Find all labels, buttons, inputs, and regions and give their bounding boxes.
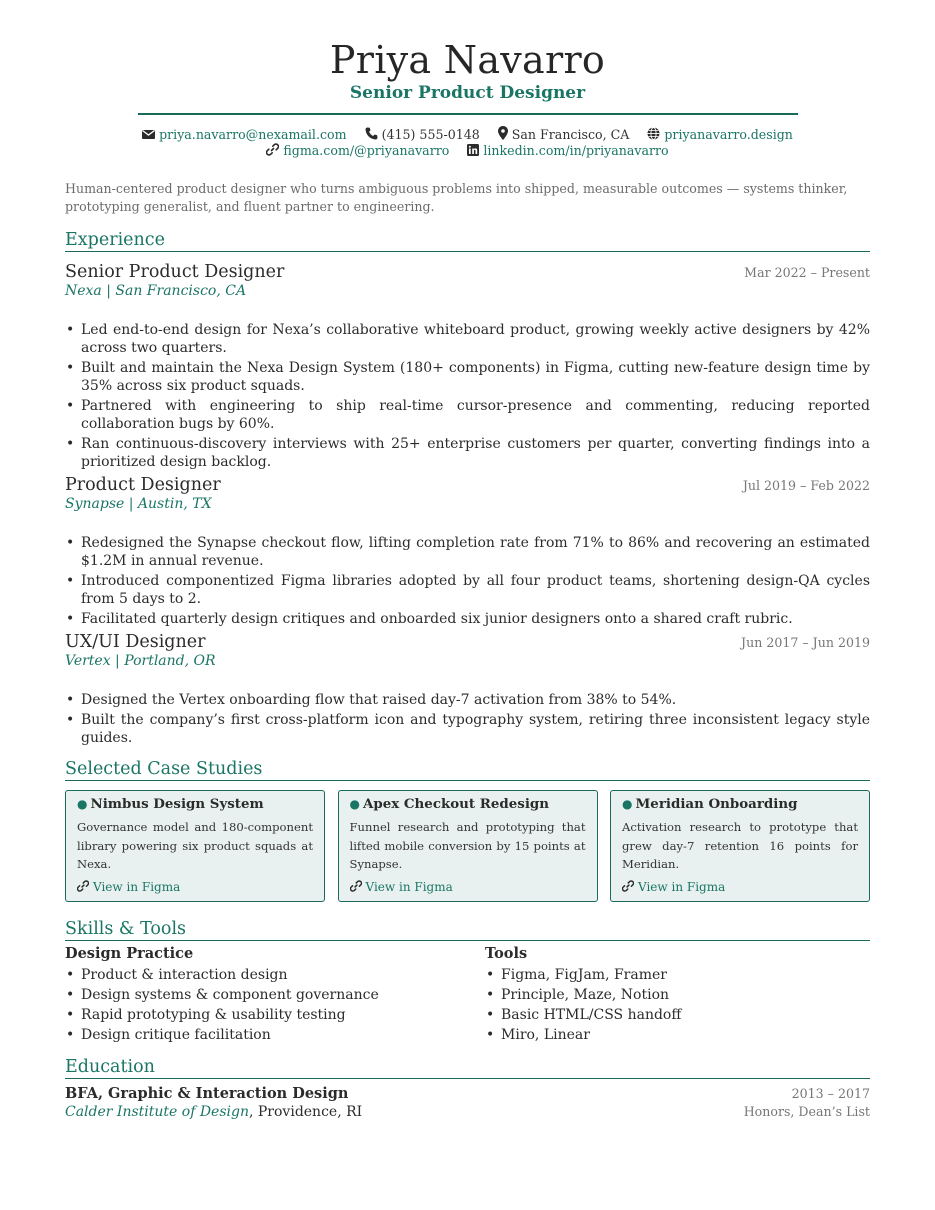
case-study-link-label[interactable]: View in Figma: [93, 879, 181, 894]
contact-location: [498, 127, 634, 142]
candidate-title: Senior Product Designer: [349, 83, 586, 103]
link-icon: [266, 143, 279, 156]
skill-item: • Basic HTML/CSS handoff: [485, 1005, 870, 1025]
skills-grid: [65, 945, 870, 1045]
case-study-title: Apex Checkout Redesign: [362, 796, 550, 812]
job-bullet: • Built the company’s first cross-platform icon and typography system, retiring three inconsistent legacy style guides.: [65, 711, 870, 747]
skill-item: • Product & interaction design: [65, 965, 485, 985]
job-bullet: • Designed the Vertex onboarding flow that raised day-7 activation from 38% to 54%.: [65, 691, 870, 709]
case-study-card: [610, 790, 870, 902]
contact-figma[interactable]: [266, 143, 453, 158]
case-study-link-label[interactable]: View in Figma: [365, 879, 453, 894]
linkedin-icon: [467, 144, 479, 156]
job-company: Vertex | Portland, OR: [65, 653, 216, 669]
skills-list: [65, 965, 485, 1045]
skill-item: • Design critique facilitation: [65, 1025, 485, 1045]
skills-column-practice: [65, 945, 485, 1045]
contact-website[interactable]: [647, 127, 793, 142]
case-study-link-label[interactable]: View in Figma: [638, 879, 726, 894]
case-study-cards: [65, 790, 870, 902]
education-entry: [65, 1084, 870, 1122]
bullet-dot-icon: ●: [77, 797, 88, 811]
job-bullet: • Ran continuous-discovery interviews with 25+ enterprise customers per quarter, converting findings into a prioritized design backlog.: [65, 435, 870, 471]
section-heading-case-studies: Selected Case Studies: [65, 759, 870, 781]
candidate-name: Priya Navarro: [329, 38, 606, 82]
skill-item: • Principle, Maze, Notion: [485, 985, 870, 1005]
case-study-card: [338, 790, 598, 902]
section-heading-skills: Skills & Tools: [65, 919, 870, 941]
linkedin-link[interactable]: linkedin.com/in/priyanavarro: [483, 143, 669, 158]
case-study-link[interactable]: [622, 879, 858, 895]
email-link[interactable]: priya.navarro@nexamail.com: [159, 127, 347, 142]
degree: BFA, Graphic & Interaction Design: [65, 1084, 349, 1102]
job-bullets: [65, 691, 870, 747]
job-title: UX/UI Designer: [65, 632, 206, 652]
job-entry: [65, 262, 870, 471]
phone-icon: [365, 127, 378, 140]
link-icon: [77, 880, 89, 892]
job-bullet: • Redesigned the Synapse checkout flow, lifting completion rate from 71% to 86% and recovering an estimated $1.2M in annual revenue.: [65, 534, 870, 570]
globe-icon: [647, 127, 660, 140]
job-title: Senior Product Designer: [65, 262, 285, 282]
location-text: San Francisco, CA: [511, 127, 630, 142]
skills-heading: Design Practice: [65, 944, 194, 962]
case-study-body: Governance model and 180-component library powering six product squads at Nexa.: [77, 820, 313, 871]
experience-list: [65, 262, 870, 747]
section-heading-education: Education: [65, 1057, 870, 1079]
skill-item: • Design systems & component governance: [65, 985, 485, 1005]
job-entry: [65, 632, 870, 747]
skill-item: • Rapid prototyping & usability testing: [65, 1005, 485, 1025]
job-entry: [65, 475, 870, 628]
case-study-body: Funnel research and prototyping that lifted mobile conversion by 15 points at Synapse.: [349, 820, 586, 871]
institution: Calder Institute of Design: [65, 1103, 249, 1120]
contact-linkedin[interactable]: [467, 143, 668, 158]
link-icon: [350, 880, 362, 892]
case-study-title: Nimbus Design System: [90, 796, 264, 812]
job-bullet: • Built and maintain the Nexa Design System (180+ components) in Figma, cutting new-feature design time by 35% across six product squads.: [65, 359, 870, 395]
map-pin-icon: [498, 126, 508, 140]
bullet-dot-icon: ●: [349, 797, 360, 811]
case-study-title: Meridian Onboarding: [635, 796, 798, 812]
job-company: Nexa | San Francisco, CA: [65, 283, 247, 299]
job-dates: Jun 2017 – Jun 2019: [741, 635, 870, 650]
job-bullet: • Partnered with engineering to ship real-time cursor-presence and commenting, reducing reported collaboration bugs by 60%.: [65, 397, 870, 433]
resume-page: [65, 38, 870, 1122]
skill-item: • Figma, FigJam, Framer: [485, 965, 870, 985]
skills-heading: Tools: [485, 944, 528, 962]
contact-email[interactable]: [142, 127, 350, 142]
skill-item: • Miro, Linear: [485, 1025, 870, 1045]
job-bullet: • Facilitated quarterly design critiques and onboarded six junior designers onto a shared craft rubric.: [65, 610, 870, 628]
summary: Human-centered product designer who turns ambiguous problems into shipped, measurable outcomes — systems thinker, prototyping generalist, and fluent partner to engineering.: [65, 181, 848, 214]
job-bullets: [65, 534, 870, 628]
case-study-link[interactable]: [77, 879, 313, 895]
job-bullet: • Led end-to-end design for Nexa’s collaborative whiteboard product, growing weekly active designers by 42% across two quarters.: [65, 321, 870, 357]
website-link[interactable]: priyanavarro.design: [664, 127, 793, 142]
case-study-body: Activation research to prototype that grew day-7 retention 16 points for Meridian.: [622, 820, 858, 871]
figma-link[interactable]: figma.com/@priyanavarro: [283, 143, 450, 158]
job-dates: Jul 2019 – Feb 2022: [742, 478, 870, 493]
job-dates: Mar 2022 – Present: [744, 265, 870, 280]
case-study-link[interactable]: [350, 879, 586, 895]
contact-phone: [365, 127, 484, 142]
case-study-card: [65, 790, 325, 902]
link-icon: [622, 880, 634, 892]
contact-bar: [128, 126, 808, 159]
skills-column-tools: [485, 945, 870, 1045]
job-title: Product Designer: [65, 475, 221, 495]
bullet-dot-icon: ●: [622, 797, 633, 811]
job-bullet: • Introduced componentized Figma libraries adopted by all four product teams, shortening design-QA cycles from 5 days to 2.: [65, 572, 870, 608]
honors: Honors, Dean’s List: [743, 1103, 870, 1119]
institution-location: , Providence, RI: [248, 1103, 363, 1120]
section-heading-experience: Experience: [65, 230, 870, 252]
job-bullets: [65, 321, 870, 471]
envelope-icon: [142, 129, 155, 140]
header-rule: [138, 113, 798, 115]
education-dates: 2013 – 2017: [791, 1085, 870, 1101]
job-company: Synapse | Austin, TX: [65, 496, 212, 512]
skills-list: [485, 965, 870, 1045]
phone-text: (415) 555-0148: [381, 127, 480, 142]
